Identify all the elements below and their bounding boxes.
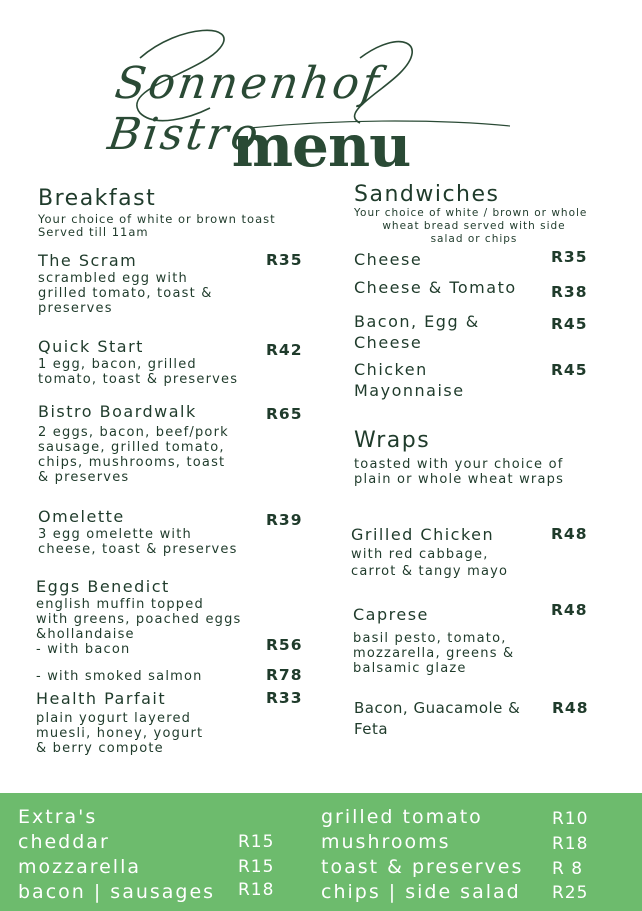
item-name: Health Parfait	[36, 689, 167, 708]
extra-item-price: R18	[238, 880, 275, 900]
item-name: Cheese	[354, 333, 423, 352]
brand-name: Sonnenhof Bistro	[104, 58, 385, 160]
item-desc: tomato, toast & preserves	[38, 372, 239, 387]
item-desc: mozzarella, greens &	[353, 646, 515, 661]
breakfast-title: Breakfast	[38, 186, 157, 211]
menu-item	[38, 250, 268, 316]
item-desc: 3 egg omelette with	[38, 527, 192, 542]
item-desc: & berry compote	[36, 741, 164, 756]
extra-item-name: cheddar	[18, 831, 110, 853]
menu-item-name: Cheese & Tomato	[354, 278, 517, 297]
extra-item-price: R25	[552, 883, 589, 903]
wraps-title: Wraps	[354, 428, 431, 453]
item-price: R35	[551, 248, 588, 266]
extras-footer	[0, 793, 642, 911]
wraps-note-1: toasted with your choice of	[354, 457, 564, 472]
extra-item-price: R18	[552, 834, 589, 854]
extra-item-price: R 8	[552, 859, 584, 879]
item-price: R78	[266, 666, 303, 684]
item-desc: cheese, toast & preserves	[38, 542, 238, 557]
menu-item	[38, 506, 278, 557]
item-option: - with smoked salmon	[36, 669, 203, 684]
item-desc: grilled tomato, toast &	[38, 286, 213, 301]
extra-item-name: grilled tomato	[321, 806, 483, 828]
extra-item-price: R15	[238, 832, 275, 852]
item-desc: english muffin topped	[36, 597, 204, 612]
extra-item-price: R15	[238, 857, 275, 877]
item-desc: carrot & tangy mayo	[351, 564, 509, 579]
extra-item-name: mozzarella	[18, 856, 142, 878]
menu-item	[354, 311, 480, 353]
extra-item-name: chips | side salad	[321, 881, 521, 903]
item-name: Bacon, Guacamole &	[354, 699, 521, 717]
breakfast-note-2: Served till 11am	[38, 225, 149, 239]
item-price: R56	[266, 636, 303, 654]
menu-item	[36, 576, 276, 657]
menu-item	[354, 359, 465, 401]
menu-item	[353, 604, 553, 676]
item-desc: &hollandaise	[36, 627, 135, 642]
item-name: Caprese	[353, 605, 429, 624]
item-name: Eggs Benedict	[36, 577, 170, 596]
item-option: - with bacon	[36, 642, 131, 657]
menu-item	[354, 698, 554, 740]
item-desc: muesli, honey, yogurt	[36, 726, 204, 741]
item-name: Bacon, Egg &	[354, 312, 480, 331]
item-desc: 2 eggs, bacon, beef/pork	[38, 425, 229, 440]
item-price: R48	[551, 601, 588, 619]
wraps-note-2: plain or whole wheat wraps	[354, 472, 565, 487]
item-desc: & preserves	[38, 470, 130, 485]
item-desc: with red cabbage,	[351, 547, 489, 562]
item-name: Chicken	[354, 360, 428, 379]
extra-item-name: bacon | sausages	[18, 881, 216, 903]
page-title: menu	[231, 112, 411, 180]
item-desc: balsamic glaze	[353, 661, 467, 676]
item-desc: with greens, poached eggs	[36, 612, 242, 627]
menu-item	[36, 688, 276, 756]
item-desc: scrambled egg with	[38, 271, 188, 286]
item-price: R38	[551, 283, 588, 301]
item-desc: preserves	[38, 301, 113, 316]
item-desc: 1 egg, bacon, grilled	[38, 357, 197, 372]
item-name: Mayonnaise	[354, 381, 465, 400]
item-price: R35	[266, 251, 303, 269]
extras-title: Extra's	[18, 806, 98, 828]
item-price: R48	[552, 699, 589, 717]
item-price: R45	[551, 361, 588, 379]
extra-item-price: R10	[552, 809, 589, 829]
sandwiches-note-3: salad or chips	[430, 233, 518, 245]
sandwiches-section	[354, 182, 614, 246]
extra-item-name: mushrooms	[321, 831, 451, 853]
item-name: Quick Start	[38, 337, 144, 356]
item-price: R42	[266, 341, 303, 359]
item-price: R65	[266, 405, 303, 423]
item-price: R45	[551, 315, 588, 333]
menu-item-name: Cheese	[354, 250, 423, 269]
item-name: Feta	[354, 720, 389, 738]
wraps-section	[354, 428, 614, 487]
item-name: Bistro Boardwalk	[38, 402, 197, 421]
item-desc: chips, mushrooms, toast	[38, 455, 226, 470]
menu-item	[38, 401, 278, 485]
sandwiches-note-1: Your choice of white / brown or whole	[354, 207, 588, 219]
menu-item	[38, 336, 278, 387]
item-name: Grilled Chicken	[351, 525, 495, 544]
sandwiches-title: Sandwiches	[354, 182, 500, 207]
breakfast-section	[38, 186, 328, 239]
item-name: The Scram	[38, 251, 138, 270]
item-desc: plain yogurt layered	[36, 711, 192, 726]
item-name: Omelette	[38, 507, 125, 526]
extra-item-name: toast & preserves	[321, 856, 524, 878]
item-desc: sausage, grilled tomato,	[38, 440, 225, 455]
menu-item	[351, 524, 551, 579]
item-desc: basil pesto, tomato,	[353, 631, 507, 646]
item-price: R39	[266, 511, 303, 529]
item-price: R33	[266, 689, 303, 707]
item-price: R48	[551, 525, 588, 543]
sandwiches-note-2: wheat bread served with side	[382, 220, 566, 232]
breakfast-note-1: Your choice of white or brown toast	[38, 212, 276, 226]
